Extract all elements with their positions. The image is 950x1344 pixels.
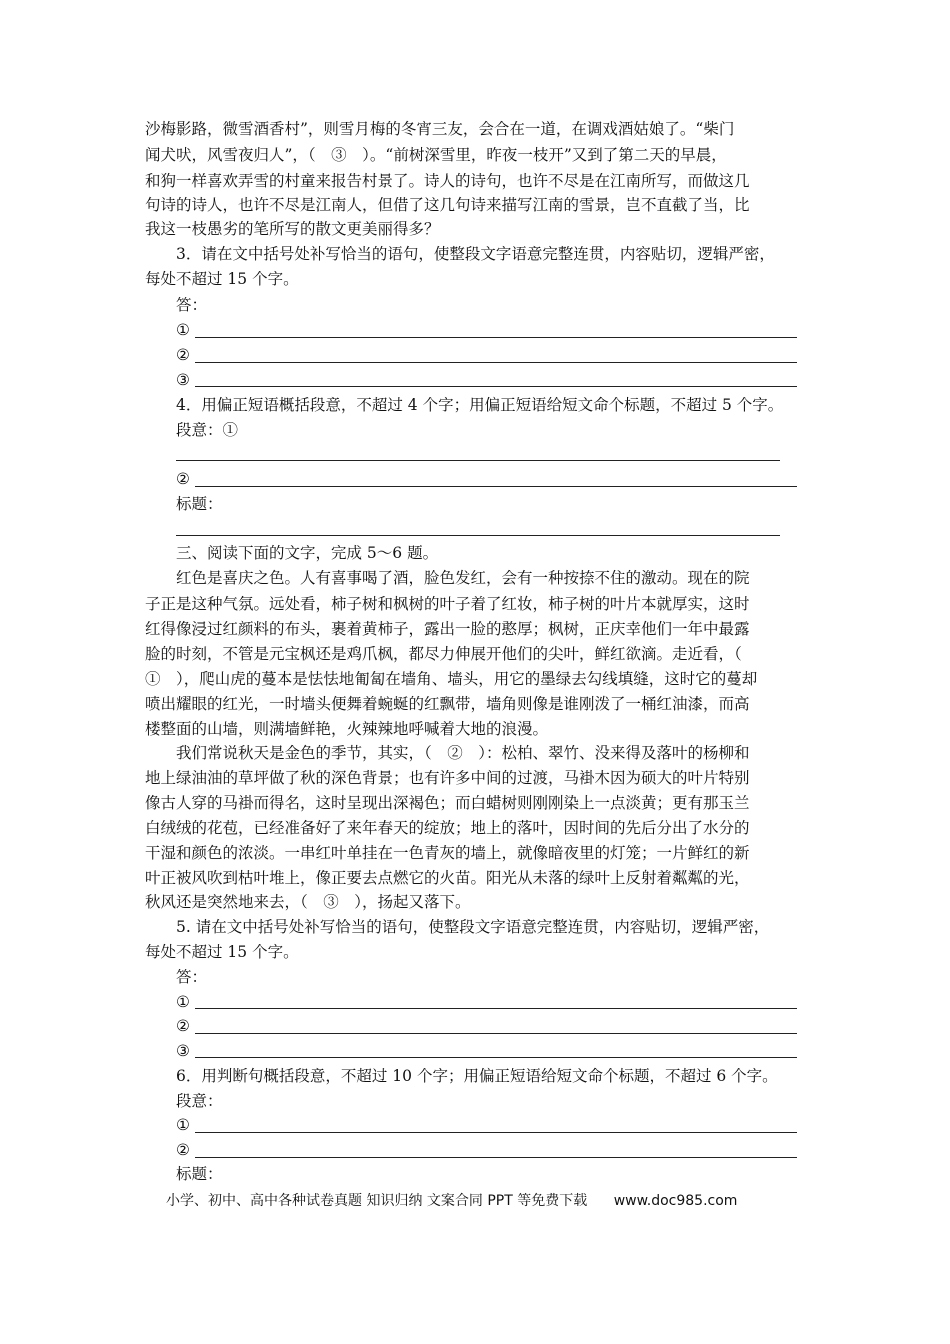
passage-line: 干湿和颜色的浓淡。一串红叶单挂在一色青灰的墙上，就像暗夜里的灯笼；一片鲜红的新 bbox=[145, 844, 750, 862]
answer-line[interactable] bbox=[195, 486, 797, 487]
passage-line: 红得像浸过红颜料的布头，裹着黄柿子，露出一脸的憨厚；枫树，正庆幸他们一年中最露 bbox=[145, 620, 750, 638]
answer-line[interactable] bbox=[195, 1008, 797, 1009]
answer-line[interactable] bbox=[195, 1057, 797, 1058]
passage-line: 句诗的诗人，也许不尽是江南人，但借了这几句诗来描写江南的雪景，岂不直截了当，比 bbox=[145, 196, 750, 214]
passage-line: 脸的时刻，不管是元宝枫还是鸡爪枫，都尽力伸展开他们的尖叶，鲜红欲滴。走近看，（ bbox=[145, 645, 742, 663]
passage-line: 我这一枝愚劣的笔所写的散文更美丽得多？ bbox=[145, 220, 440, 238]
blank-marker: ② bbox=[176, 1017, 190, 1035]
question-3-prompt-cont: 每处不超过 15 个字。 bbox=[145, 270, 299, 288]
question-3-prompt: 3．请在文中括号处补写恰当的语句，使整段文字语意完整连贯，内容贴切，逻辑严密， bbox=[176, 245, 775, 263]
blank-marker: ③ bbox=[176, 371, 190, 389]
answer-label: 答： bbox=[176, 968, 208, 986]
answer-line[interactable] bbox=[195, 362, 797, 363]
passage-line: 楼整面的山墙，则满墙鲜艳，火辣辣地呼喊着大地的浪漫。 bbox=[145, 720, 549, 738]
title-label: 标题： bbox=[176, 495, 223, 513]
answer-line[interactable] bbox=[195, 386, 797, 387]
answer-line[interactable] bbox=[195, 337, 797, 338]
title-label: 标题： bbox=[176, 1165, 223, 1183]
passage-line: 闻犬吠，风雪夜归人”，（ ③ ）。“前树深雪里，昨夜一枝开”又到了第二天的早晨， bbox=[145, 146, 727, 164]
passage-line: 子正是这种气氛。远处看，柿子树和枫树的叶子着了红妆，柿子树的叶片本就厚实，这时 bbox=[145, 595, 750, 613]
footer-text: 小学、初中、高中各种试卷真题 知识归纳 文案合同 PPT 等免费下载 bbox=[166, 1193, 588, 1209]
passage-line: 像古人穿的马褂而得名，这时呈现出深褐色；而白蜡树则刚刚染上一点淡黄；更有那玉兰 bbox=[145, 794, 750, 812]
passage-line: 沙梅影路，微雪酒香村”，则雪月梅的冬宵三友，会合在一道，在调戏酒姑娘了。“柴门 bbox=[145, 120, 735, 138]
blank-marker: ① bbox=[176, 1116, 190, 1134]
answer-line[interactable] bbox=[176, 460, 780, 461]
question-5-prompt: 5. 请在文中括号处补写恰当的语句，使整段文字语意完整连贯，内容贴切，逻辑严密， bbox=[176, 918, 770, 936]
question-6-prompt: 6．用判断句概括段意，不超过 10 个字；用偏正短语给短文命个标题，不超过 6 个字。 bbox=[176, 1067, 778, 1085]
answer-line[interactable] bbox=[176, 535, 780, 536]
passage-line: 白绒绒的花苞，已经准备好了来年春天的绽放；地上的落叶，因时间的先后分出了水分的 bbox=[145, 819, 750, 837]
passage-line: 红色是喜庆之色。人有喜事喝了酒，脸色发红，会有一种按捺不住的激动。现在的院 bbox=[176, 569, 750, 587]
passage-line: 喷出耀眼的红光，一时墙头便舞着蜿蜒的红飘带，墙角则像是谁刚泼了一桶红油漆，而高 bbox=[145, 695, 750, 713]
blank-marker: ② bbox=[176, 1141, 190, 1159]
answer-line[interactable] bbox=[195, 1033, 797, 1034]
answer-label: 答： bbox=[176, 296, 208, 314]
page-footer bbox=[166, 1190, 737, 1212]
blank-marker: ① bbox=[176, 321, 190, 339]
para-label: 段意： bbox=[176, 1092, 223, 1110]
para-label: 段意：① bbox=[176, 421, 239, 439]
passage-line: 秋风还是突然地来去，（ ③ ），扬起又落下。 bbox=[145, 893, 471, 911]
answer-line[interactable] bbox=[195, 1132, 797, 1133]
blank-marker: ② bbox=[176, 346, 190, 364]
blank-marker: ① bbox=[176, 993, 190, 1011]
blank-marker: ② bbox=[176, 470, 190, 488]
passage-line: 和狗一样喜欢弄雪的村童来报告村景了。诗人的诗句，也许不尽是在江南所写，而做这几 bbox=[145, 172, 750, 190]
passage-line: 叶正被风吹到枯叶堆上，像正要去点燃它的火苗。阳光从未落的绿叶上反射着粼粼的光， bbox=[145, 869, 750, 887]
passage-line: ① ），爬山虎的蔓本是怯怯地匍匐在墙角、墙头，用它的墨绿去勾线填缝，这时它的蔓却 bbox=[145, 670, 758, 688]
passage-line: 我们常说秋天是金色的季节，其实，（ ② ）：松柏、翠竹、没来得及落叶的杨柳和 bbox=[176, 744, 750, 762]
passage-line: 地上绿油油的草坪做了秋的深色背景；也有许多中间的过渡，马褂木因为硕大的叶片特别 bbox=[145, 769, 750, 787]
section-heading: 三、阅读下面的文字，完成 5～6 题。 bbox=[176, 544, 439, 562]
question-4-prompt: 4．用偏正短语概括段意，不超过 4 个字；用偏正短语给短文命个标题，不超过 5 个字。 bbox=[176, 396, 784, 414]
answer-line[interactable] bbox=[195, 1157, 797, 1158]
blank-marker: ③ bbox=[176, 1042, 190, 1060]
question-5-prompt-cont: 每处不超过 15 个字。 bbox=[145, 943, 299, 961]
footer-url[interactable]: www.doc985.com bbox=[613, 1193, 738, 1209]
